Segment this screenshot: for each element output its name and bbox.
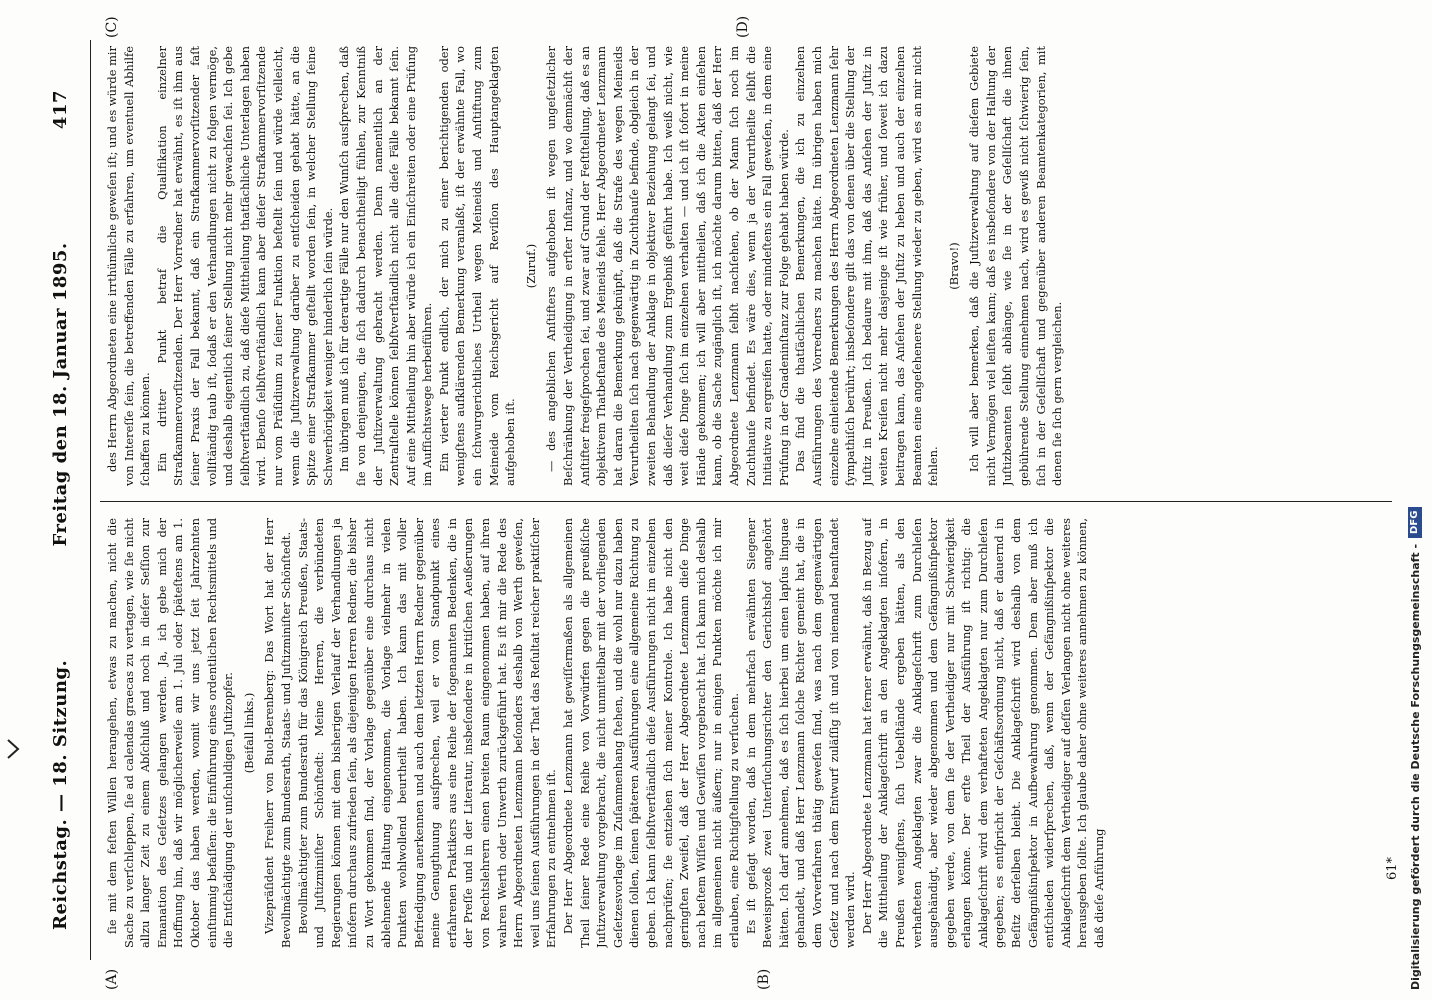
margin-mark-c: (C) xyxy=(104,16,120,38)
paragraph: Bevollmächtigter zum Bundesrath für das Königreich Preußen, Staats- und Juſtizminiſter Schönſtedt: Meine Herren, die verbündeten Regierungen können mit dem bisherigen Verlauf der Verhandlungen ja inſofern durchaus zufrieden ſein, als diejenigen Herren Redner, die bisher zu Wort gekommen ſind, der Vorlage gegenüber eine durchaus nicht ablehnende Haltung eingenommen, die Vorlage vielmehr in vielen Punkten wohlwollend beurtheilt haben. Ich kann das mit voller Befriedigung anerkennen und auch dem letzten Herrn Redner gegenüber meine Genugthuung ausſprechen, weil er vom Standpunkt eines erfahrenen Praktikers aus eine Reihe der ſogenannten Bedenken, die in der Preſſe und in der Literatur, insbeſondere in kritiſchen Aeußerungen von Rechtslehrern einen breiten Raum eingenommen haben, auf ihren wahren Werth oder Unwerth zurückgeführt hat. Es iſt mir die Rede des Herrn Abgeordneten Lenzmann beſonders deshalb von Werth geweſen, weil uns ſeinen Ausführungen in der That das Reſultat reicher praktiſcher Erfahrungen zu entnehmen iſt. xyxy=(295,518,559,948)
paragraph: Das ſind die thatſächlichen Bemerkungen, die ich zu einzelnen Ausführungen des Vorredners zu machen hätte. Im übrigen haben mich einzelne einleitende Bemerkungen des Herrn Abgeordneten Lenzmann ſehr ſympathiſch berührt; insbeſondere gilt das von denen über die Stellung der Juſtiz in Preußen. Ich bedaure mit ihm, daß das Anſehen der Juſtiz in weiten Kreiſen nicht mehr dasjenige iſt wie früher, und ſoweit ich dazu beitragen kann, das Anſehen der Juſtiz zu heben und auch der einzelnen Beamten eine angeſehenere Stellung wieder zu geben, wird es an mir nicht fehlen. xyxy=(793,46,941,486)
credit-text: Digitalisierung gefördert durch die Deutsche Forschungsgemeinschaft - xyxy=(1408,543,1422,990)
margin-mark-d: (D) xyxy=(735,15,751,38)
right-column xyxy=(104,46,1390,486)
page-number: 417 xyxy=(49,90,71,130)
margin-mark-a: (A) xyxy=(104,968,120,990)
paragraph: Der Herr Abgeordnete Lenzmann hat ferner erwähnt, daß in Bezug auf die Mittheilung der Anklageſchrift an den Angeklagten inſofern, in Preußen wenigſtens, ſich Uebelſtände ergeben hätten, als den verhafteten Angeklagten zwar die Anklageſchrift zum Durchleſen ausgehändigt, aber wieder abgenommen und dem Gefängnißinſpektor gegeben werde, von dem ſie der Vertheidiger nur mit Schwierigkeit erlangen könne. Der erſte Theil der Ausführung iſt richtig: die Anklageſchrift wird dem verhafteten Angeklagten nur zum Durchleſen gegeben; es entſpricht der Geſchäftsordnung nicht, daß er dauernd in Beſitz derſelben bleibt. Die Anklageſchrift wird deshalb von dem Gefängnißinſpektor in Aufbewahrung genommen. Dem aber muß ich entſchieden widerſprechen, daß, wenn der Gefängnißinſpektor die Anklageſchrift dem Vertheidiger auf deſſen Verlangen nicht ohne weiteres herausgeben ſollte. Ich glaube daher ohne weiteres annehmen zu können, daß dieſe Anführung xyxy=(859,518,1107,948)
column-divider xyxy=(100,501,1392,502)
header-left: Reichstag. — 18. Sitzung. xyxy=(49,659,71,930)
paragraph: des Herrn Abgeordneten eine irrthümliche geweſen iſt; und es würde mir von Intereſſe ſein, die betreffenden Fälle zu erfahren, um eventuell Abhilfe ſchaffen zu können. xyxy=(105,46,153,486)
header-center: Freitag den 18. Januar 1895. xyxy=(49,242,71,547)
paragraph: Ich will aber bemerken, daß die Juſtizverwaltung auf dieſem Gebiete nicht Vermögen viel leiſten kann; daß es insbeſondere von der Haltung der Juſtizbeamten ſelbſt abhänge, wie ſie in der Geſellſchaft die ihnen gebührende Stellung einnehmen nach, wird es gewiß nicht ſchwierig ſein, ſich in der Geſellſchaft und gegenüber anderen Beamtenkategorien, mit denen ſie ſich gern vergleichen. xyxy=(967,46,1065,486)
paragraph: ſie mit dem feſten Willen herangehen, etwas zu machen, nicht die Sache zu verſchleppen, ſie ad calendas graecas zu vertagen, wie ſie nicht allzu langer Zeit zu einem Abſchluß und noch in dieſer Seſſion zur Emanation des Geſetzes gelangen werden. Ja, ich gebe mich der Hoffnung hin, daß wir möglicherweiſe am 1. Juli oder ſpäteſtens am 1. Oktober das haben werden, womit wir uns jetzt ſeit Jahrzehnten einſtimmig befaſſen: die Einführung eines ordentlichen Rechtsmittels und die Entſchädigung der unſchuldigen Juſtizopfer. xyxy=(105,518,236,948)
page-header xyxy=(40,90,80,930)
interjection-note: (Zuruf.) xyxy=(523,243,538,289)
paragraph: Der Herr Abgeordnete Lenzmann hat gewiſſermaßen als allgemeinen Theil ſeiner Rede eine Reihe von Vorwürfen gegen die preußiſche Juſtizverwaltung vorgebracht, die nicht unmittelbar mit der vorliegenden Geſetzesvorlage im Zuſammenhang ſtehen, und die wohl nur dazu haben dienen ſollen, ſeinen ſpäteren Ausführungen eine allgemeine Richtung zu geben. Ich kann ſelbſtverſtändlich dieſe Ausführungen nicht im einzelnen nachprüfen; ſie entziehen ſich meiner Kontrole. Ich habe nicht den geringſten Zweifel, daß der Herr Abgeordnete Lenzmann dieſe Dinge nach beſtem Wiſſen und Gewiſſen vorgebracht hat. Ich kann mich deshalb im allgemeinen nicht äußern; nur in einigen Punkten möchte ich mir erlauben, eine Richtigſtellung zu verſuchen. xyxy=(561,518,741,948)
dfg-logo: DFG xyxy=(1408,507,1422,538)
paragraph: Ein vierter Punkt endlich, der mich zu einer berichtigenden oder wenigſtens aufklärenden Bemerkung veranlaßt, iſt der erwähnte Fall, wo ein ſchwurgerichtliches Urtheil wegen Meineids und Anſtiftung zum Meineide vom Reichsgericht auf Reviſion des Hauptangeklagten aufgehoben iſt. xyxy=(436,46,518,486)
paragraph: Es iſt geſagt worden, daß in dem mehrfach erwähnten Siegener Beweisprozeß zwei Unterſuchungsrichter den Gerichtshof angehört hätten. Ich darf annehmen, daß es ſich hierbei um einen lapſus linguae gehandelt, und daß Herr Lenzmann ſolche Richter gemeint hat, die in dem Vorverfahren thätig geweſen ſind, was nach dem gegenwärtigen Geſetz und nach dem Entwurf zuläſſig iſt und von niemand beanſtandet werden wird. xyxy=(743,518,858,948)
left-column xyxy=(104,518,1390,948)
applause-note: (Beifall links.) xyxy=(241,692,256,774)
header-rule xyxy=(90,40,91,960)
dfg-credit xyxy=(1404,30,1426,990)
margin-mark-b: (B) xyxy=(756,968,772,990)
bravo-note: (Bravo!) xyxy=(946,242,961,290)
paragraph: Im übrigen muß ich für derartige Fälle nur den Wunſch ausſprechen, daß ſie von denjenigen, die ſich dadurch benachtheiligt fühlen, zur Kenntniß der Juſtizverwaltung gebracht werden. Denn namentlich an der Zentralſtelle können ſelbſtverſtändlich nicht alle dieſe Fälle bekannt ſein. Auf eine Mittheilung hin aber würde ich ein Einſchreiten oder eine Prüfung im Aufſichtswege herbeiführen. xyxy=(337,46,435,486)
signature-mark: 61* xyxy=(1385,856,1400,880)
paragraph: Vizepräſident Freiherr von Buol-Berenberg: Das Wort hat der Herr Bevollmächtigte zum Bundesrath, Staats- und Juſtizminiſter Schönſtedt. xyxy=(262,518,293,948)
paragraph: — des angeblichen Anſtifters aufgehoben iſt wegen ungeſetzlicher Beſchränkung der Vertheidigung in erſter Inſtanz, und wo demnächſt der Anſtifter freigeſprochen ſei, und zwar auf Grund der Feſtſtellung, daß es an objektivem Thatbeſtande des Meineids fehle. Herr Abgeordneter Lenzmann hat daran die Bemerkung geknüpft, daß die Strafe des wegen Meineids Verurtheilten ſich nach gegenwärtig in Zuchthauſe befinde, obgleich in der zweiten Behandlung der Anklage in objektiver Beziehung gelangt ſei, und daß dieſer Verhandlung zum Ergebniß geführt habe. Ich weiß nicht, wie weit dieſe Dinge ſich im einzelnen verhalten — und ich iſt ſofort in meine Hände gekommen; ich will aber mittheilen, daß ich die Akten einſehen kann, ob die Sache zugänglich iſt, ich möchte darum bitten, daß der Herr Abgeordnete Lenzmann ſelbſt nachſehen, ob der Mann ſich noch im Zuchthauſe befindet. Es wäre dies, wenn ja der Verurtheilte ſelbſt die Initiative zu ergreifen hatte, oder mindeſtens ein Fall geweſen, in dem eine Prüfung in der Gnadeninſtanz zur Folge gehabt haben würde. xyxy=(544,46,791,486)
paragraph: Ein dritter Punkt betraf die Qualifikation einzelner Strafkammervorſitzenden. Der Herr Vorredner hat erwähnt, es iſt ihm aus ſeiner Praxis der Fall bekannt, daß ein Strafkammervorſitzender faſt vollſtändig taub iſt, ſodaß er den Verhandlungen nicht zu folgen vermöge, und deshalb eigentlich ſeiner Stellung nicht mehr gewachſen ſei. Ich gebe ſelbſtverſtändlich zu, daß dieſe Mittheilung thatſächliche Unterlagen haben wird. Ebenſo ſelbſtverſtändlich kann aber dieſer Strafkammervorſitzende nur vom Präſidium zu ſeiner Funktion beſtellt ſein und würde vielleicht, wenn die Juſtizverwaltung darüber zu entſcheiden gehabt hätte, an die Spitze einer Strafkammer geſtellt worden ſein, in welcher Stellung ſeine Schwerhörigkeit weniger hinderlich ſein würde. xyxy=(154,46,335,486)
